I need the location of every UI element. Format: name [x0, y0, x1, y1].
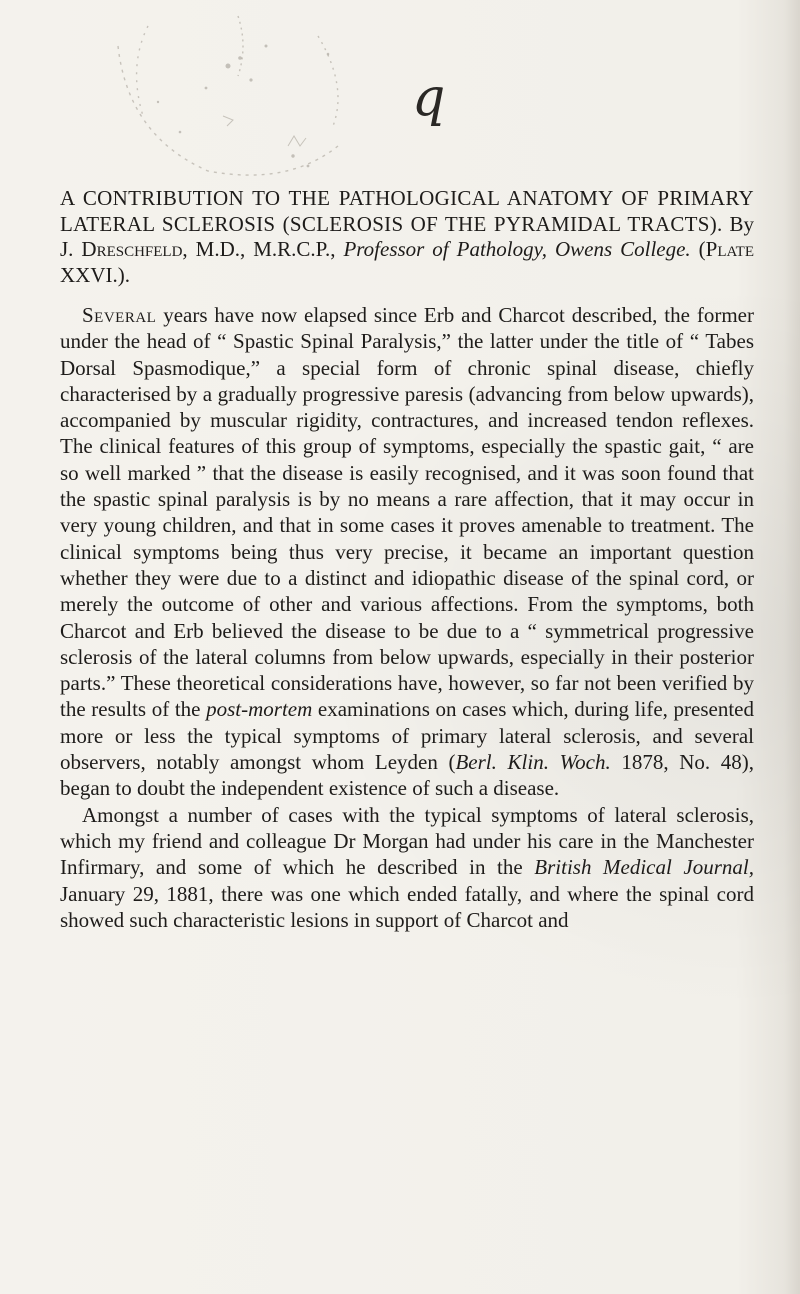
paragraph-1-lead-word: Several [82, 303, 157, 327]
article-title [60, 186, 754, 288]
paragraph-1-text-b: examinations on cases which, during life, presented more or less the typical symptoms of primary lateral sclerosis, and several observers, notably amongst whom Leyden ( [60, 697, 754, 775]
author-affiliation: Professor of Pathology, Owens College. [343, 237, 691, 261]
paragraph-1 [60, 302, 754, 802]
plate-reference: (Plate XXVI.). [60, 237, 754, 287]
paragraph-1-italic-post-mortem: post-mortem [206, 697, 313, 722]
paragraph-1-text-a: years have now elapsed since Erb and Charcot described, the former under the head of “ Spastic Spinal Paralysis,” the latter under the title of “ Tabes Dorsal Spasmodique,” a special form of chronic spinal disease, chiefly characterised by a gradually progressive paresis (advancing from below upwards), accompanied by muscular rigidity, contractures, and increased tendon reflexes. The clinical features of this group of symptoms, especially the spastic gait, “ are so well marked ” that the disease is easily recognised, and it was soon found that the spastic spinal paralysis is by no means a rare affection, that it may occur in very young children, and that in some cases it proves amenable to treatment. The clinical symptoms being thus very precise, it became an important question whether they were due to a distinct and idiopathic disease of the spinal cord, or merely the outcome of other and various affections. From the symptoms, both Charcot and Erb believed the disease to be due to a “ symmetrical progressive sclerosis of the lateral columns from below upwards, especially in their posterior parts.” These theoretical considerations have, however, so far not been verified by the results of the [60, 303, 754, 722]
plate-marginal-mark: q [412, 68, 446, 128]
paragraph-2 [60, 802, 754, 933]
paragraph-1-italic-citation: Berl. Klin. Woch. [455, 750, 611, 775]
article-body [60, 186, 754, 933]
paragraph-2-text-a: Amongst a number of cases with the typical symptoms of lateral sclerosis, which my friend and colleague Dr Morgan had under his care in the Manchester Infirmary, and some of which he described in the [60, 802, 754, 880]
author-degrees: M.D., M.R.C.P., [195, 237, 336, 261]
paragraph-2-italic-journal: British Medical Journal, [534, 855, 754, 880]
author-surname: Dreschfeld, [81, 237, 188, 261]
title-main: A CONTRIBUTION TO THE PATHOLOGICAL ANATOMY OF PRIMARY LATERAL SCLEROSIS (SCLEROSIS OF THE PYRAMIDAL TRACTS). [60, 186, 754, 236]
paragraph-2-text-b: January 29, 1881, there was one which ended fatally, and where the spinal cord showed such characteristic lesions in support of Charcot and [60, 881, 754, 932]
paragraph-1-text-c: 1878, No. 48), began to doubt the independent existence of such a disease. [60, 750, 755, 801]
library-stamp-mark [88, 6, 388, 186]
title-byline: By J. [60, 211, 754, 261]
